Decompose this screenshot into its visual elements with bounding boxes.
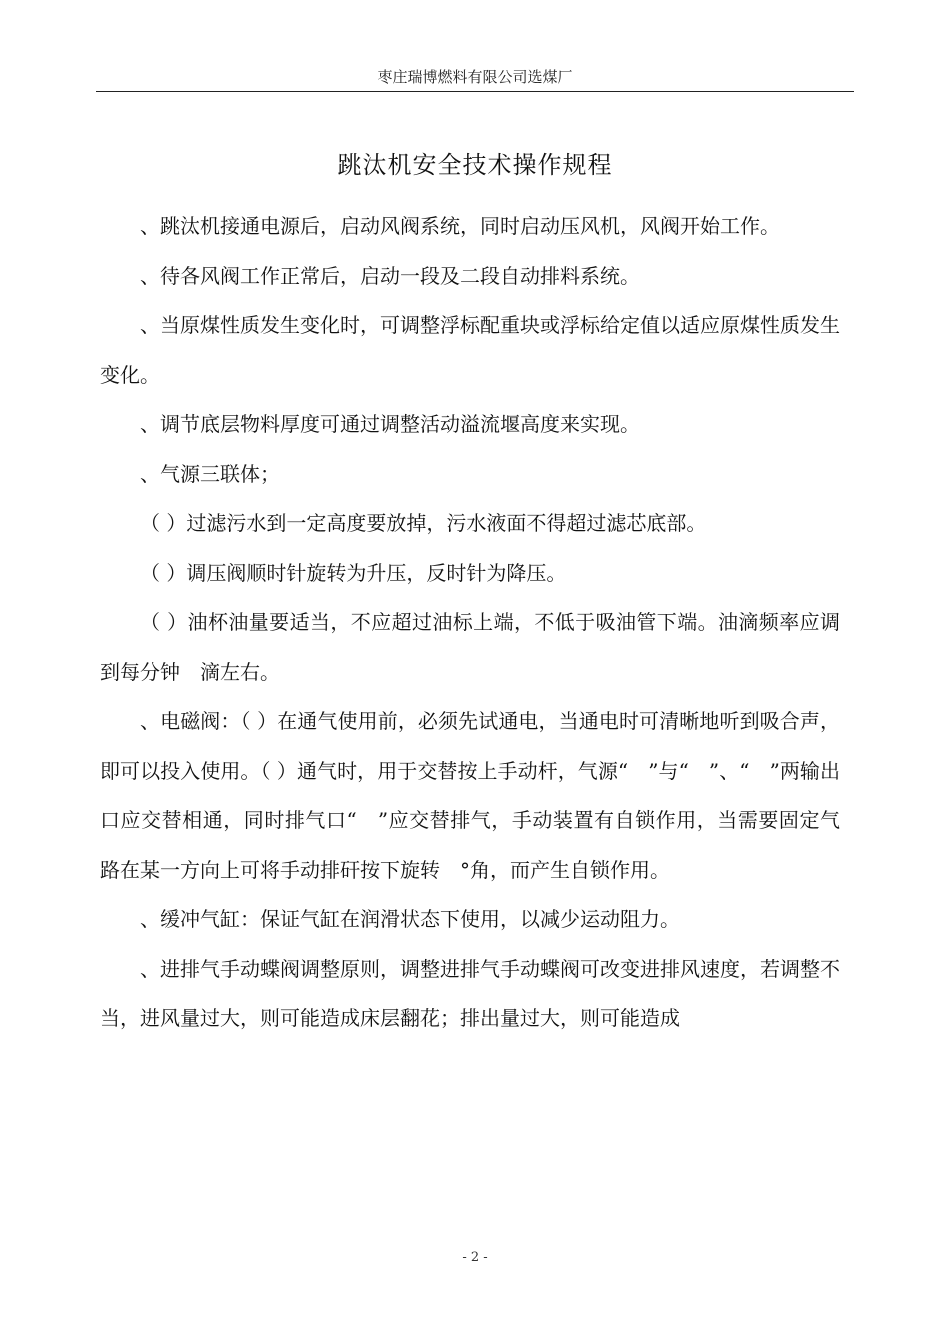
paragraph-3: 、当原煤性质发生变化时，可调整浮标配重块或浮标给定值以适应原煤性质发生变化。: [100, 313, 840, 387]
paragraph-2: 、待各风阀工作正常后，启动一段及二段自动排料系统。: [140, 263, 640, 288]
page-number: - 2 -: [462, 1250, 488, 1265]
paragraph-6: （ ）过滤污水到一定高度要放掉，污水液面不得超过滤芯底部。: [140, 511, 707, 535]
document-body: [100, 202, 840, 1044]
paragraph-10: 、缓冲气缸：保证气缸在润滑状态下使用，以减少运动阻力。: [140, 907, 680, 931]
page-header: 枣庄瑞博燃料有限公司选煤厂: [377, 68, 573, 86]
paragraph-7: （ ）调压阀顺时针旋转为升压，反时针为降压。: [140, 560, 567, 585]
paragraph-4: 、调节底层物料厚度可通过调整活动溢流堰高度来实现。: [140, 412, 640, 436]
header-divider: [96, 91, 854, 92]
paragraph-1: 、跳汰机接通电源后，启动风阀系统，同时启动压风机，风阀开始工作。: [140, 214, 780, 238]
paragraph-9: 、电磁阀：（ ）在通气使用前，必须先试通电，当通电时可清晰地听到吸合声，即可以投入使用。（ ）通气时，用于交替按上手动杆，气源“ ”与“ ”、“ ”两输出口应交替相通，同时排气口“ ”应交替排气，手动装置有自锁作用，当需要固定气路在某一方向上可将手动排矸按下旋转 °角，而产生自锁作用。: [100, 709, 840, 882]
paragraph-8: （ ）油杯油量要适当，不应超过油标上端，不低于吸油管下端。油滴频率应调到每分钟 滴左右。: [100, 610, 840, 684]
paragraph-5: 、气源三联体；: [140, 461, 280, 486]
document-title: 跳汰机安全技术操作规程: [337, 151, 613, 179]
paragraph-11: 、进排气手动蝶阀调整原则，调整进排气手动蝶阀可改变进排风速度，若调整不当，进风量过大，则可能造成床层翻花；排出量过大，则可能造成: [100, 956, 840, 1030]
